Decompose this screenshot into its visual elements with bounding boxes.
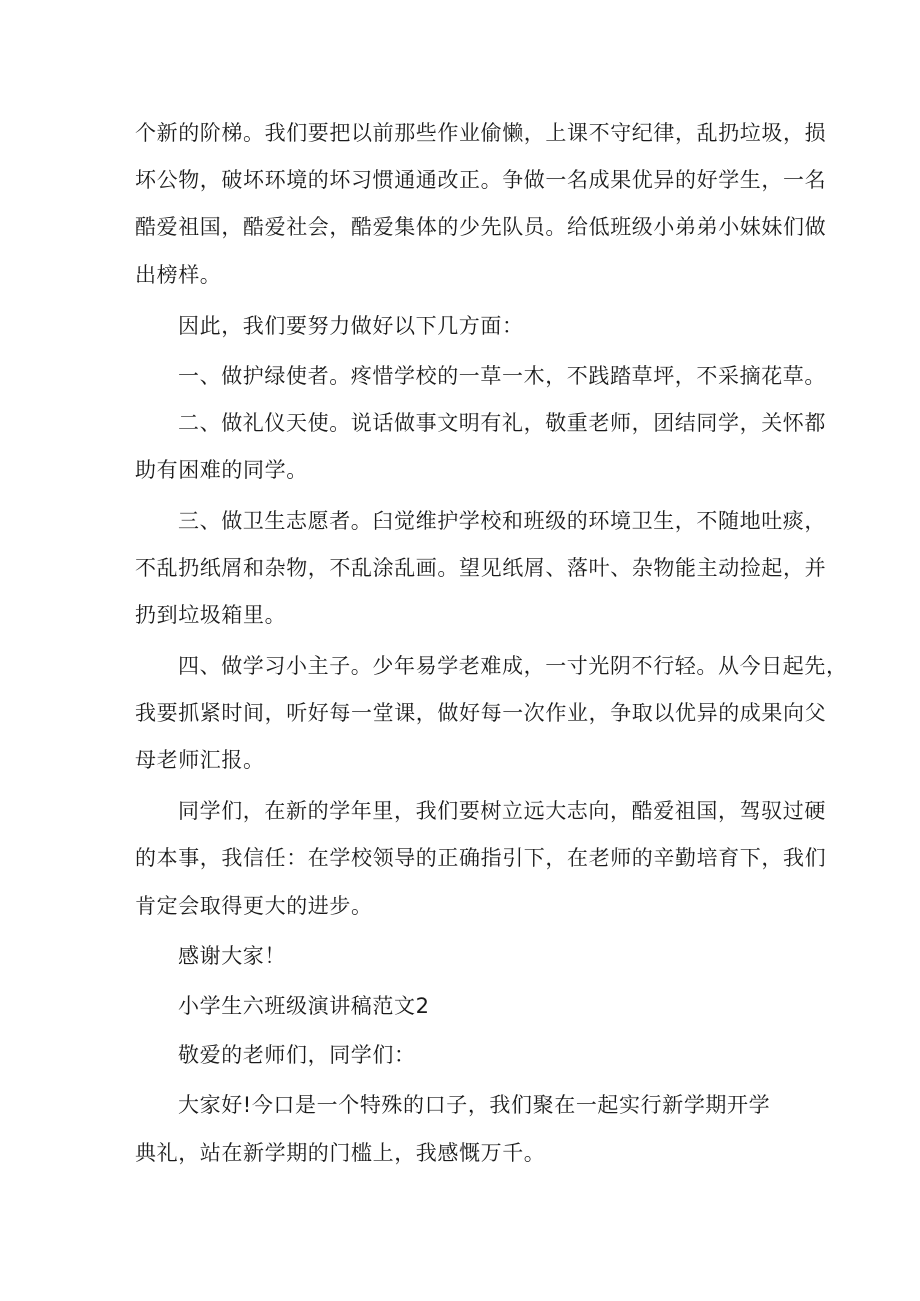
text-line: 因此，我们要努力做好以下几方面： [178, 314, 524, 338]
text-line: 同学们，在新的学年里，我们要树立远大志向，酷爱祖国，驾驭过硬 [178, 799, 826, 823]
text-line: 不乱扔纸屑和杂物，不乱涂乱画。望见纸屑、落叶、杂物能主动捡起，并 [135, 556, 827, 580]
text-line: 感谢大家！ [178, 944, 286, 968]
text-line: 酷爱祖国，酷爱社会，酷爱集体的少先队员。给低班级小弟弟小妹妹们做 [135, 215, 827, 239]
text-line: 我要抓紧时间，听好每一堂课，做好每一次作业，争取以优异的成果向父 [135, 701, 827, 725]
text-line: 二、做礼仪天使。说话做事文明有礼，敬重老师，团结同学，关怀都 [178, 411, 826, 435]
text-line: 坏公物，破坏环境的坏习惯通通改正。争做一名成果优异的好学生，一名 [135, 168, 827, 192]
text-line: 四、做学习小主子。少年易学老难成，一寸光阴不行轻。从今日起先， [178, 654, 848, 678]
text-line: 三、做卫生志愿者。臼觉维护学校和班级的环境卫生，不随地吐痰， [178, 509, 826, 533]
text-line: 出榜样。 [135, 263, 222, 287]
text-line: 一、做护绿使者。疼惜学校的一草一木，不践踏草坪，不采摘花草。 [178, 364, 826, 388]
text-line: 敬爱的老师们，同学们： [178, 1043, 416, 1067]
section-heading: 小学生六班级演讲稿范文2 [178, 994, 430, 1018]
text-line: 母老师汇报。 [135, 748, 265, 772]
text-line: 大家好!今口是一个特殊的口子，我们聚在一起实行新学期开学 [178, 1093, 771, 1117]
text-line: 扔到垃圾箱里。 [135, 603, 287, 627]
text-line: 助有困难的同学。 [135, 458, 308, 482]
text-line: 的本事，我信任：在学校领导的正确指引下，在老师的辛勤培育下，我们 [135, 846, 827, 870]
text-line: 个新的阶梯。我们要把以前那些作业偷懒，上课不守纪律，乱扔垃圾，损 [135, 121, 827, 145]
text-line: 典礼，站在新学期的门槛上，我感慨万千。 [135, 1141, 546, 1165]
text-line: 肯定会取得更大的进步。 [135, 894, 373, 918]
